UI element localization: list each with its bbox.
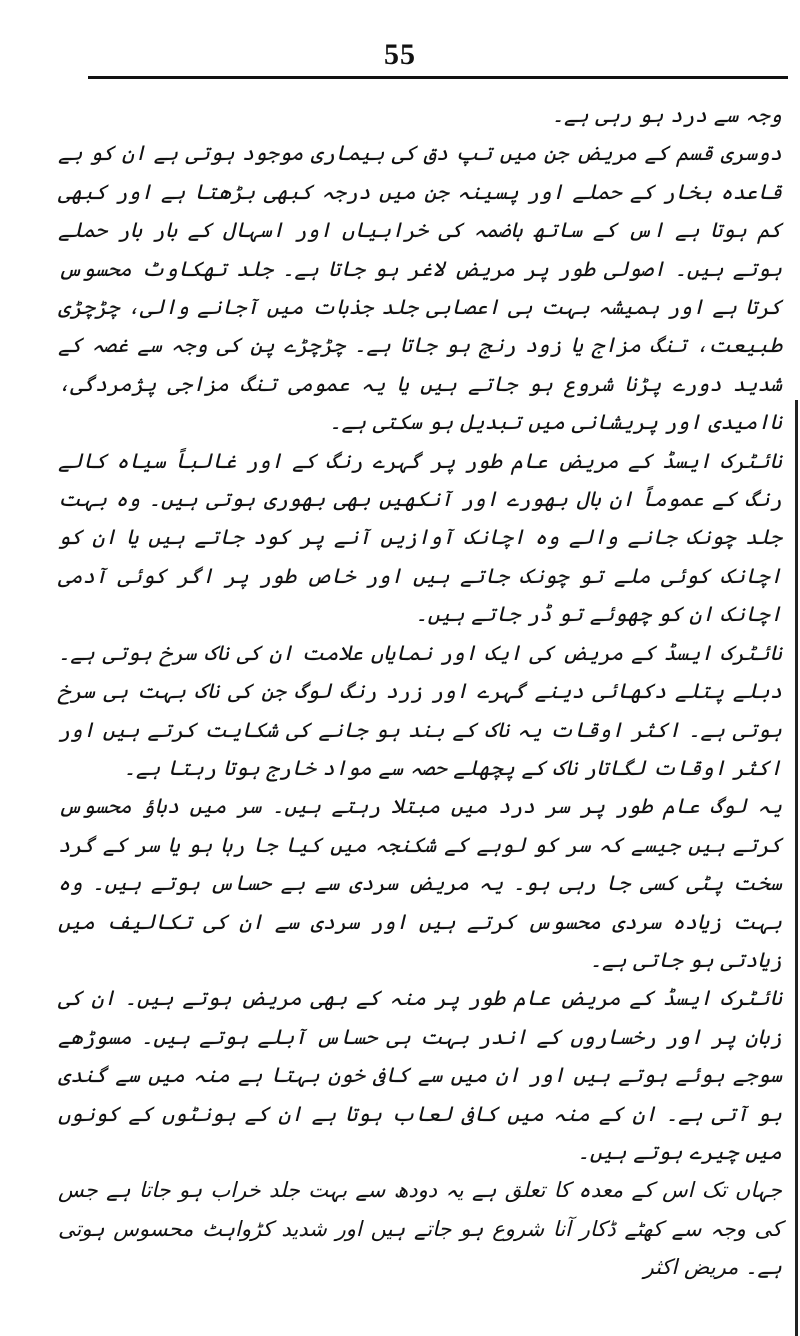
- paragraph-5: یہ لوگ عام طور پر سر درد میں مبتلا رہتے ہیں۔ سر میں دباؤ محسوس کرتے ہیں جیسے کہ سر کو لوہے کے شکنجہ میں کیا جا رہا ہو یا سر کے گرد سخت پٹی کسی جا رہی ہو۔ یہ مریض سردی سے بے حساس ہوتے ہیں۔ وہ بہت زیادہ سردی محسوس کرتے ہیں اور سردی سے ان کی تکالیف میں زیادتی ہو جاتی ہے۔: [58, 794, 782, 972]
- page-edge-shadow: [795, 400, 798, 1336]
- paragraph-2: دوسری قسم کے مریض جن میں تپ دق کی بیماری موجود ہوتی ہے ان کو بے قاعدہ بخار کے حملے اور پسینہ جن میں درجہ کبھی بڑھتا ہے اور کبھی کم ہوتا ہے اس کے ساتھ ہاضمہ کی خرابیاں اور اسہال کے بار بار حملے ہوتے ہیں۔ اصولی طور پر مریض لاغر ہو جاتا ہے۔ جلد تھکاوٹ محسوس کرتا ہے اور ہمیشہ بہت ہی اعصابی جلد جذبات میں آجانے والی، چڑچڑی طبیعت، تنگ مزاج یا زود رنج ہو جاتا ہے۔ چڑچڑے پن کی وجہ سے غصہ کے شدید دورے پڑنا شروع ہو جاتے ہیں یا یہ عمومی تنگ مزاجی پژمردگی، ناامیدی اور پریشانی میں تبدیل ہو سکتی ہے۔: [58, 141, 782, 435]
- paragraph-1: وجہ سے درد ہو رہی ہے۔: [551, 103, 782, 127]
- paragraph-6: نائٹرک ایسڈ کے مریض عام طور پر منہ کے بھی مریض ہوتے ہیں۔ ان کی زبان پر اور رخساروں کے اندر بہت ہی حساس آبلے ہوتے ہیں۔ مسوڑھے سوجے ہوئے ہوتے ہیں اور ان میں سے کافی خون بہتا ہے منہ میں سے گندی بو آتی ہے۔ ان کے منہ میں کافی لعاب ہوتا ہے ان کے ہونٹوں کے کونوں میں چیرے ہوتے ہیں۔: [58, 986, 782, 1164]
- body-text: [58, 96, 782, 1287]
- page-number: 55: [384, 38, 416, 71]
- paragraph-4: نائٹرک ایسڈ کے مریض کی ایک اور نمایاں علامت ان کی ناک سرخ ہوتی ہے۔ دبلے پتلے دکھائی دینے گہرے اور زرد رنگ لوگ جن کی ناک بہت ہی سرخ ہوتی ہے۔ اکثر اوقات یہ ناک کے بند ہو جانے کی شکایت کرتے ہیں اور اکثر اوقات لگاتار ناک کے پچھلے حصہ سے مواد خارج ہوتا رہتا ہے۔: [58, 640, 782, 780]
- header-rule: [88, 76, 788, 79]
- paragraph-3: نائٹرک ایسڈ کے مریض عام طور پر گہرے رنگ کے اور غالباً سیاہ کالے رنگ کے عموماً ان بال بھورے اور آنکھیں بھی بھوری ہوتی ہیں۔ وہ بہت جلد چونک جانے والے وہ اچانک آوازیں آنے پر کود جاتے ہیں یا ان کو اچانک کوئی ملے تو چونک جاتے ہیں اور خاص طور پر اگر کوئی آدمی اچانک ان کو چھوئے تو ڈر جاتے ہیں۔: [58, 448, 782, 627]
- paragraph-7: جہاں تک اس کے معدہ کا تعلق ہے یہ دودھ سے بہت جلد خراب ہو جاتا ہے جس کی وجہ سے کھٹے ڈکار آنا شروع ہو جاتے ہیں اور شدید کڑواہٹ محسوس ہوتی ہے۔ مریض اکثر: [58, 1178, 782, 1280]
